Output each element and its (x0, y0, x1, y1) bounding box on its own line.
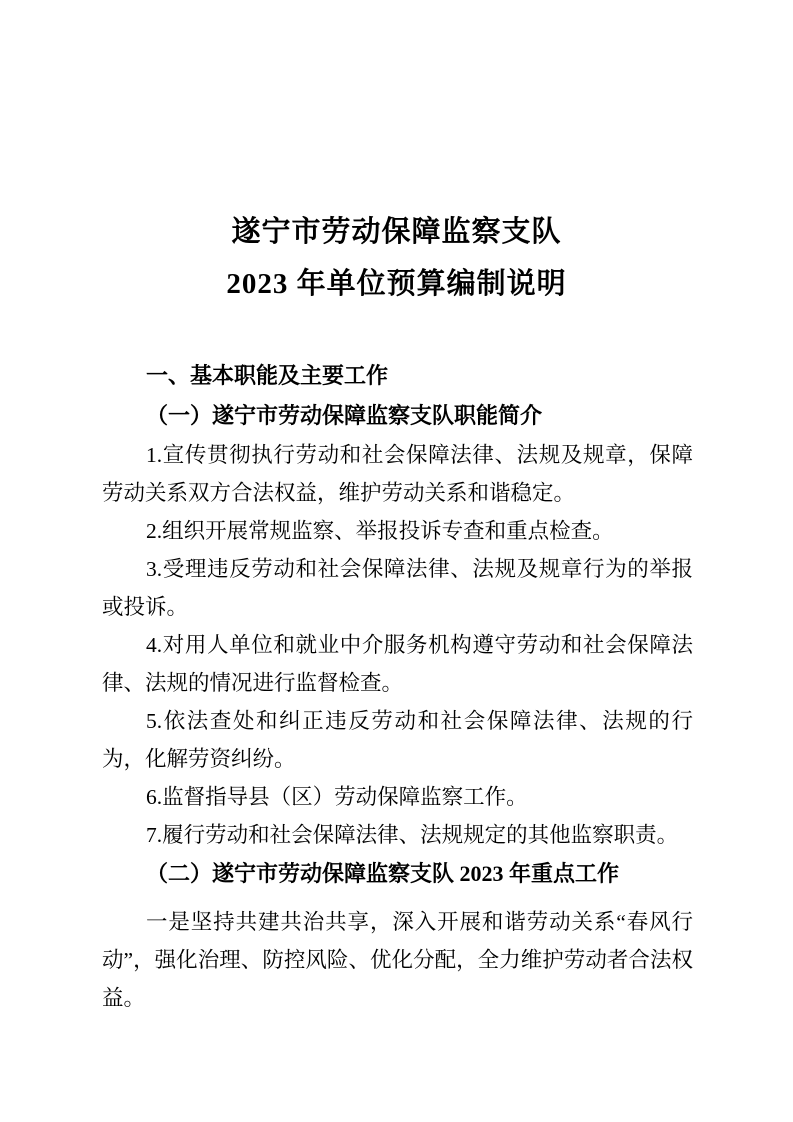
duty-item-7: 7.履行劳动和社会保障法律、法规规定的其他监察职责。 (146, 823, 679, 847)
subsection-2-heading: （二）遂宁市劳动保障监察支队 2023 年重点工作 (146, 861, 620, 886)
key-work-paragraph-1: 一是坚持共建共治共享，深入开展和谐劳动关系“春风行动”，强化治理、防控风险、优化分配，全力维护劳动者合法权益。 (102, 910, 693, 1010)
subsection-1-heading: （一）遂宁市劳动保障监察支队职能简介 (146, 403, 543, 428)
duty-item-4: 4.对用人单位和就业中介服务机构遵守劳动和社会保障法律、法规的情况进行监督检查。 (102, 633, 693, 695)
duty-item-1: 1.宣传贯彻执行劳动和社会保障法律、法规及规章，保障劳动关系双方合法权益，维护劳动关系和谐稳定。 (102, 443, 693, 505)
section-1-heading: 一、基本职能及主要工作 (146, 363, 389, 388)
duty-item-5: 5.依法查处和纠正违反劳动和社会保障法律、法规的行为，化解劳资纠纷。 (102, 709, 693, 771)
document-body (102, 356, 693, 1017)
document-title-line-1: 遂宁市劳动保障监察支队 (231, 216, 562, 248)
duty-item-3: 3.受理违反劳动和社会保障法律、法规及规章行为的举报或投诉。 (102, 557, 693, 619)
document-title-line-2: 2023 年单位预算编制说明 (226, 268, 567, 300)
duty-item-2: 2.组织开展常规监察、举报投诉专查和重点检查。 (146, 519, 614, 543)
document-title (0, 0, 793, 310)
duty-item-6: 6.监督指导县（区）劳动保障监察工作。 (146, 785, 528, 809)
